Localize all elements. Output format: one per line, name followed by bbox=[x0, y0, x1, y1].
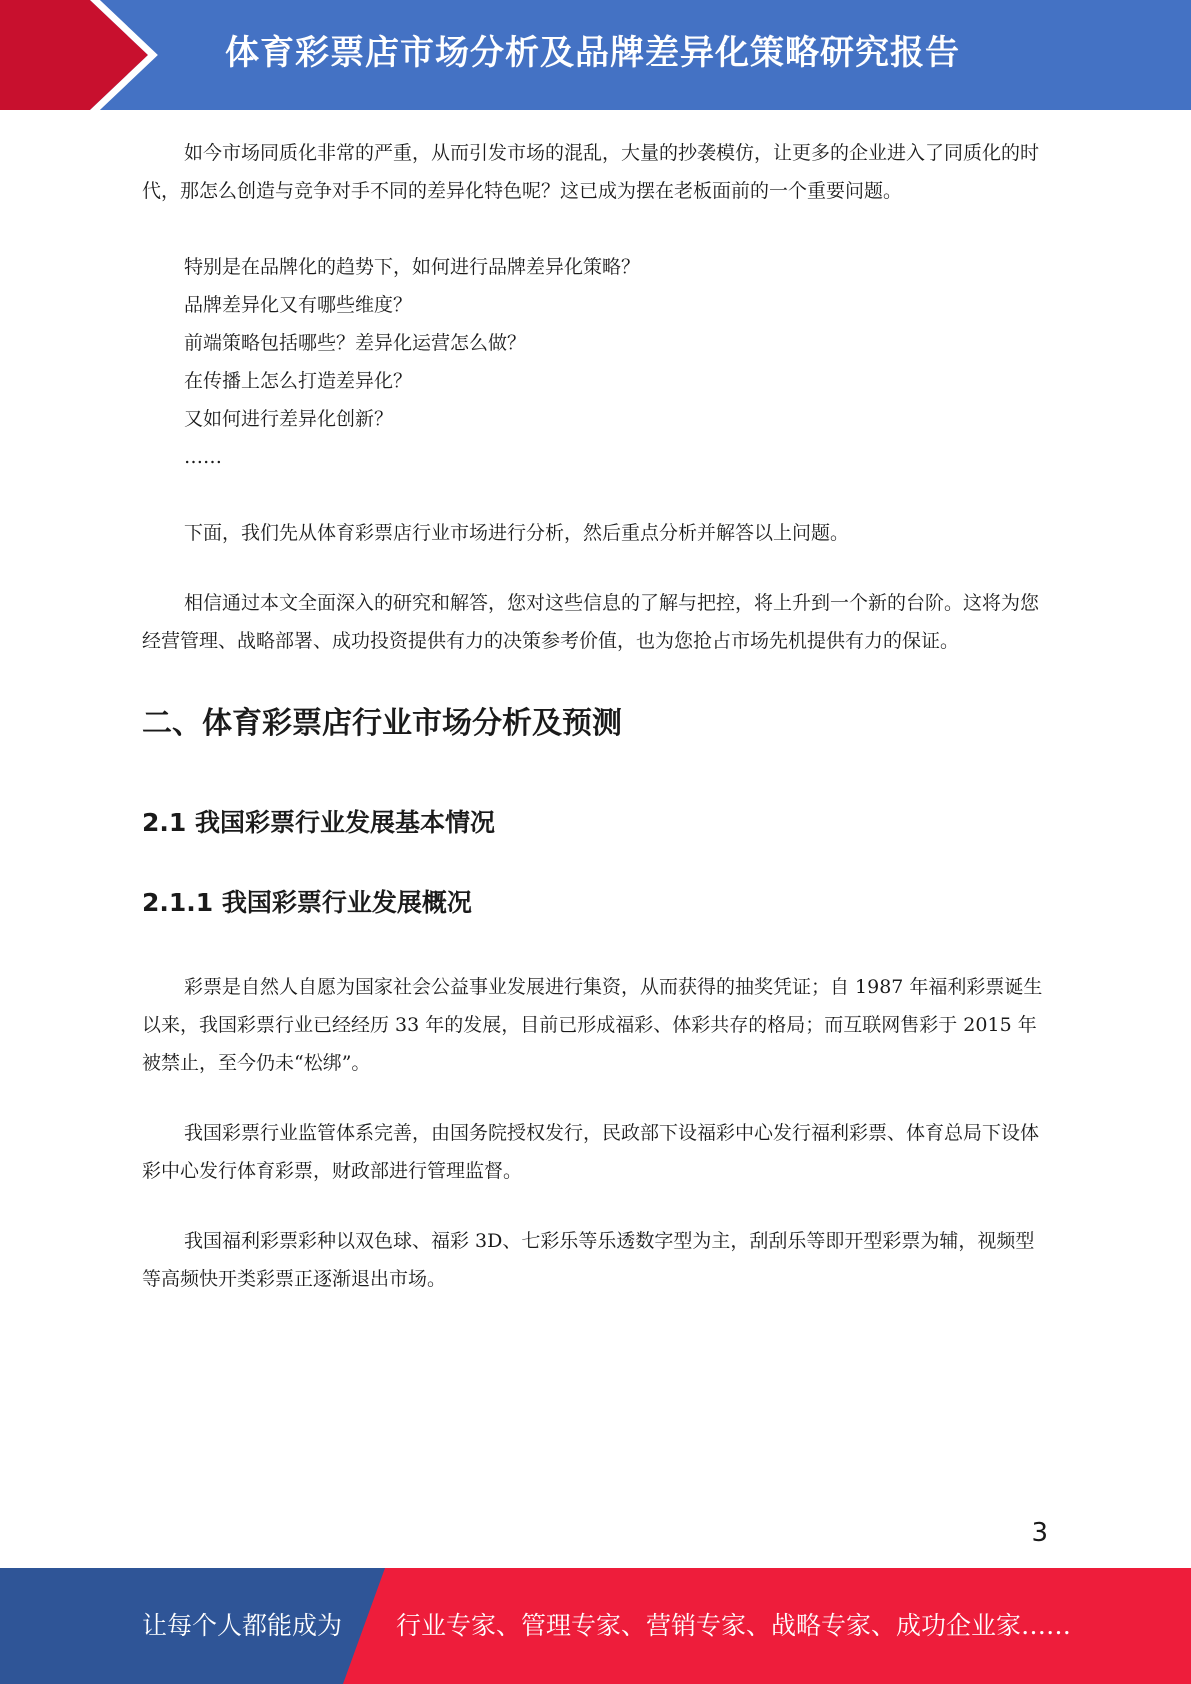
page-number: 3 bbox=[1031, 1518, 1048, 1548]
body-paragraph: 我国福利彩票彩种以双色球、福彩 3D、七彩乐等乐透数字型为主，刮刮乐等即开型彩票为辅，视频型等高频快开类彩票正逐渐退出市场。 bbox=[142, 1230, 1035, 1290]
header-red-arrow-decoration bbox=[0, 0, 160, 110]
intro-paragraph: 下面，我们先从体育彩票店行业市场进行分析，然后重点分析并解答以上问题。 bbox=[184, 522, 850, 544]
body-paragraph: 我国彩票行业监管体系完善，由国务院授权发行，民政部下设福彩中心发行福利彩票、体育总局下设体彩中心发行体育彩票，财政部进行管理监督。 bbox=[142, 1122, 1040, 1182]
body-paragraph: 彩票是自然人自愿为国家社会公益事业发展进行集资，从而获得的抽奖凭证；自 1987 年福利彩票诞生以来，我国彩票行业已经经历 33 年的发展，目前已形成福彩、体彩共存的格局；而互联网售彩于 2015 年被禁止，至今仍未“松绑”。 bbox=[142, 976, 1043, 1074]
subsubsection-heading: 2.1.1 我国彩票行业发展概况 bbox=[142, 888, 472, 917]
question-item: 在传播上怎么打造差异化？ bbox=[184, 370, 413, 392]
question-item: 又如何进行差异化创新？ bbox=[184, 408, 394, 430]
footer-slogan-left: 让每个人都能成为 bbox=[142, 1611, 343, 1640]
footer-slogan-right: 行业专家、管理专家、营销专家、战略专家、成功企业家…… bbox=[396, 1611, 1072, 1640]
intro-paragraph: 如今市场同质化非常的严重，从而引发市场的混乱，大量的抄袭模仿，让更多的企业进入了同质化的时代，那怎么创造与竞争对手不同的差异化特色呢？这已成为摆在老板面前的一个重要问题。 bbox=[142, 142, 1040, 202]
question-item: 前端策略包括哪些？差异化运营怎么做？ bbox=[184, 332, 527, 354]
subsection-heading: 2.1 我国彩票行业发展基本情况 bbox=[142, 808, 495, 837]
question-item: 特别是在品牌化的趋势下，如何进行品牌差异化策略？ bbox=[184, 256, 641, 278]
question-list bbox=[142, 248, 1047, 476]
question-ellipsis: …… bbox=[184, 446, 222, 468]
page-header bbox=[0, 0, 1191, 110]
page-content bbox=[142, 134, 1047, 1298]
report-title: 体育彩票店市场分析及品牌差异化策略研究报告 bbox=[225, 33, 960, 73]
page-footer bbox=[0, 1568, 1191, 1684]
question-item: 品牌差异化又有哪些维度？ bbox=[184, 294, 413, 316]
section-heading: 二、体育彩票店行业市场分析及预测 bbox=[142, 706, 622, 741]
intro-paragraph: 相信通过本文全面深入的研究和解答，您对这些信息的了解与把控，将上升到一个新的台阶。这将为您经营管理、战略部署、成功投资提供有力的决策参考价值，也为您抢占市场先机提供有力的保证。 bbox=[142, 592, 1040, 652]
